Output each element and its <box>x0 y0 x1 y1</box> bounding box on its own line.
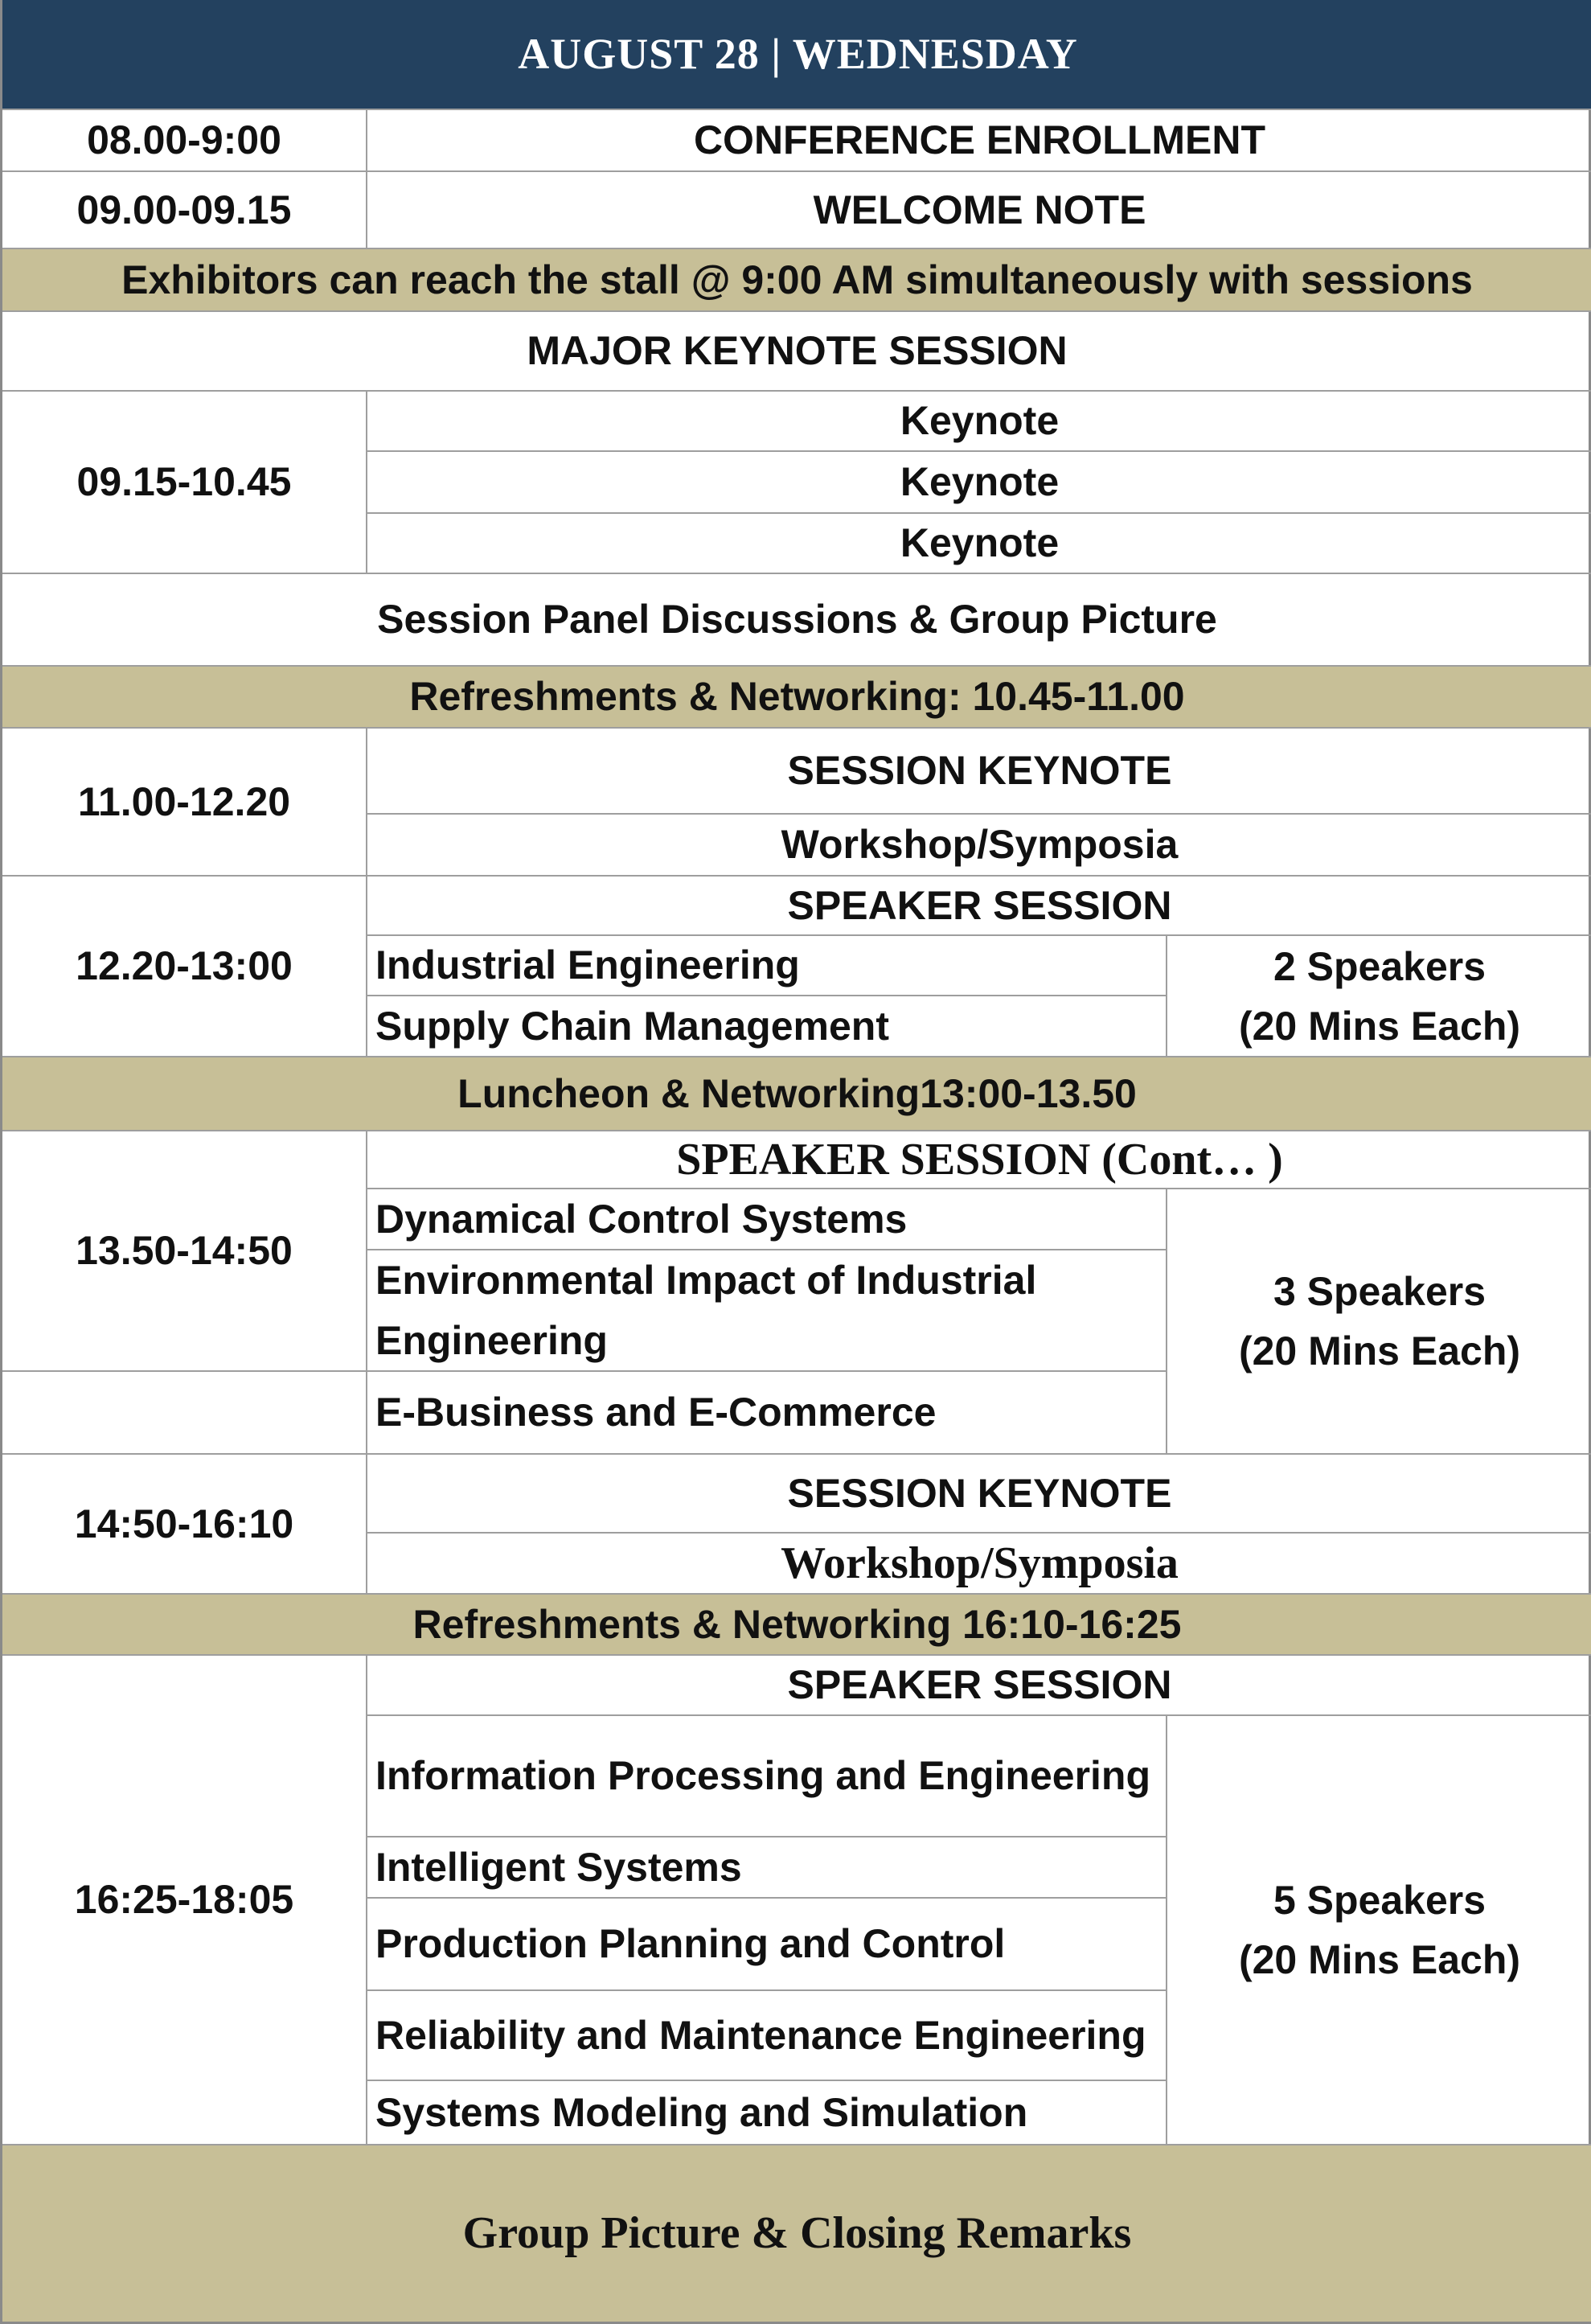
keynote-time: 09.15-10.45 <box>2 392 367 574</box>
speaker-session-3-topic: Systems Modeling and Simulation <box>367 2081 1167 2145</box>
keynote-1: Keynote <box>367 392 1591 452</box>
speaker-count: 5 Speakers <box>1273 1878 1486 1923</box>
speaker-session-3-topic: Information Processing and Engineering <box>367 1716 1167 1837</box>
speaker-session-2-time-spacer <box>2 1372 367 1455</box>
speaker-session-3-time: 16:25-18:05 <box>2 1656 367 2145</box>
keynote-2: Keynote <box>367 452 1591 514</box>
speaker-session-1-time: 12.20-13:00 <box>2 877 367 1057</box>
speaker-session-3-topic: Production Planning and Control <box>367 1899 1167 1991</box>
enrollment-time: 08.00-9:00 <box>2 110 367 172</box>
speaker-session-2-time: 13.50-14:50 <box>2 1131 367 1372</box>
welcome-label: WELCOME NOTE <box>367 172 1591 249</box>
speaker-session-3-info <box>1167 1716 1591 2145</box>
speaker-session-1-topic: Industrial Engineering <box>367 936 1167 996</box>
speaker-session-3-title: SPEAKER SESSION <box>367 1656 1591 1716</box>
speaker-session-3-topic: Reliability and Maintenance Engineering <box>367 1991 1167 2081</box>
speaker-duration: (20 Mins Each) <box>1238 1937 1521 1982</box>
enrollment-label: CONFERENCE ENROLLMENT <box>367 110 1591 172</box>
closing-remarks: Group Picture & Closing Remarks <box>2 2145 1591 2322</box>
session-block-1-workshop: Workshop/Symposia <box>367 815 1591 877</box>
day-header: AUGUST 28 | WEDNESDAY <box>2 0 1591 110</box>
major-keynote-title: MAJOR KEYNOTE SESSION <box>2 312 1591 392</box>
speaker-duration: (20 Mins Each) <box>1238 1003 1521 1049</box>
speaker-session-2-topic: Dynamical Control Systems <box>367 1189 1167 1250</box>
luncheon-break: Luncheon & Networking13:00-13.50 <box>2 1057 1591 1131</box>
welcome-time: 09.00-09.15 <box>2 172 367 249</box>
speaker-session-2-topic: E-Business and E-Commerce <box>367 1372 1167 1455</box>
session-block-1-time: 11.00-12.20 <box>2 729 367 877</box>
speaker-session-2-topic: Environmental Impact of Industrial Engineering <box>367 1250 1167 1372</box>
speaker-count: 3 Speakers <box>1273 1269 1486 1314</box>
session-block-2-keynote: SESSION KEYNOTE <box>367 1455 1591 1534</box>
refreshments-break-1: Refreshments & Networking: 10.45-11.00 <box>2 667 1591 729</box>
speaker-duration: (20 Mins Each) <box>1238 1328 1521 1373</box>
speaker-session-3-topic: Intelligent Systems <box>367 1837 1167 1899</box>
session-block-2-workshop: Workshop/Symposia <box>367 1534 1591 1595</box>
speaker-session-2-info <box>1167 1189 1591 1455</box>
speaker-session-2-title: SPEAKER SESSION (Cont… ) <box>367 1131 1591 1189</box>
speaker-count: 2 Speakers <box>1273 943 1486 989</box>
panel-discussions: Session Panel Discussions & Group Picture <box>2 574 1591 667</box>
speaker-session-1-topic: Supply Chain Management <box>367 996 1167 1057</box>
speaker-session-1-title: SPEAKER SESSION <box>367 877 1591 936</box>
exhibitors-note: Exhibitors can reach the stall @ 9:00 AM simultaneously with sessions <box>2 249 1591 312</box>
speaker-session-1-info <box>1167 936 1591 1057</box>
refreshments-break-2: Refreshments & Networking 16:10-16:25 <box>2 1595 1591 1656</box>
session-block-1-keynote: SESSION KEYNOTE <box>367 729 1591 815</box>
keynote-3: Keynote <box>367 514 1591 574</box>
session-block-2-time: 14:50-16:10 <box>2 1455 367 1595</box>
